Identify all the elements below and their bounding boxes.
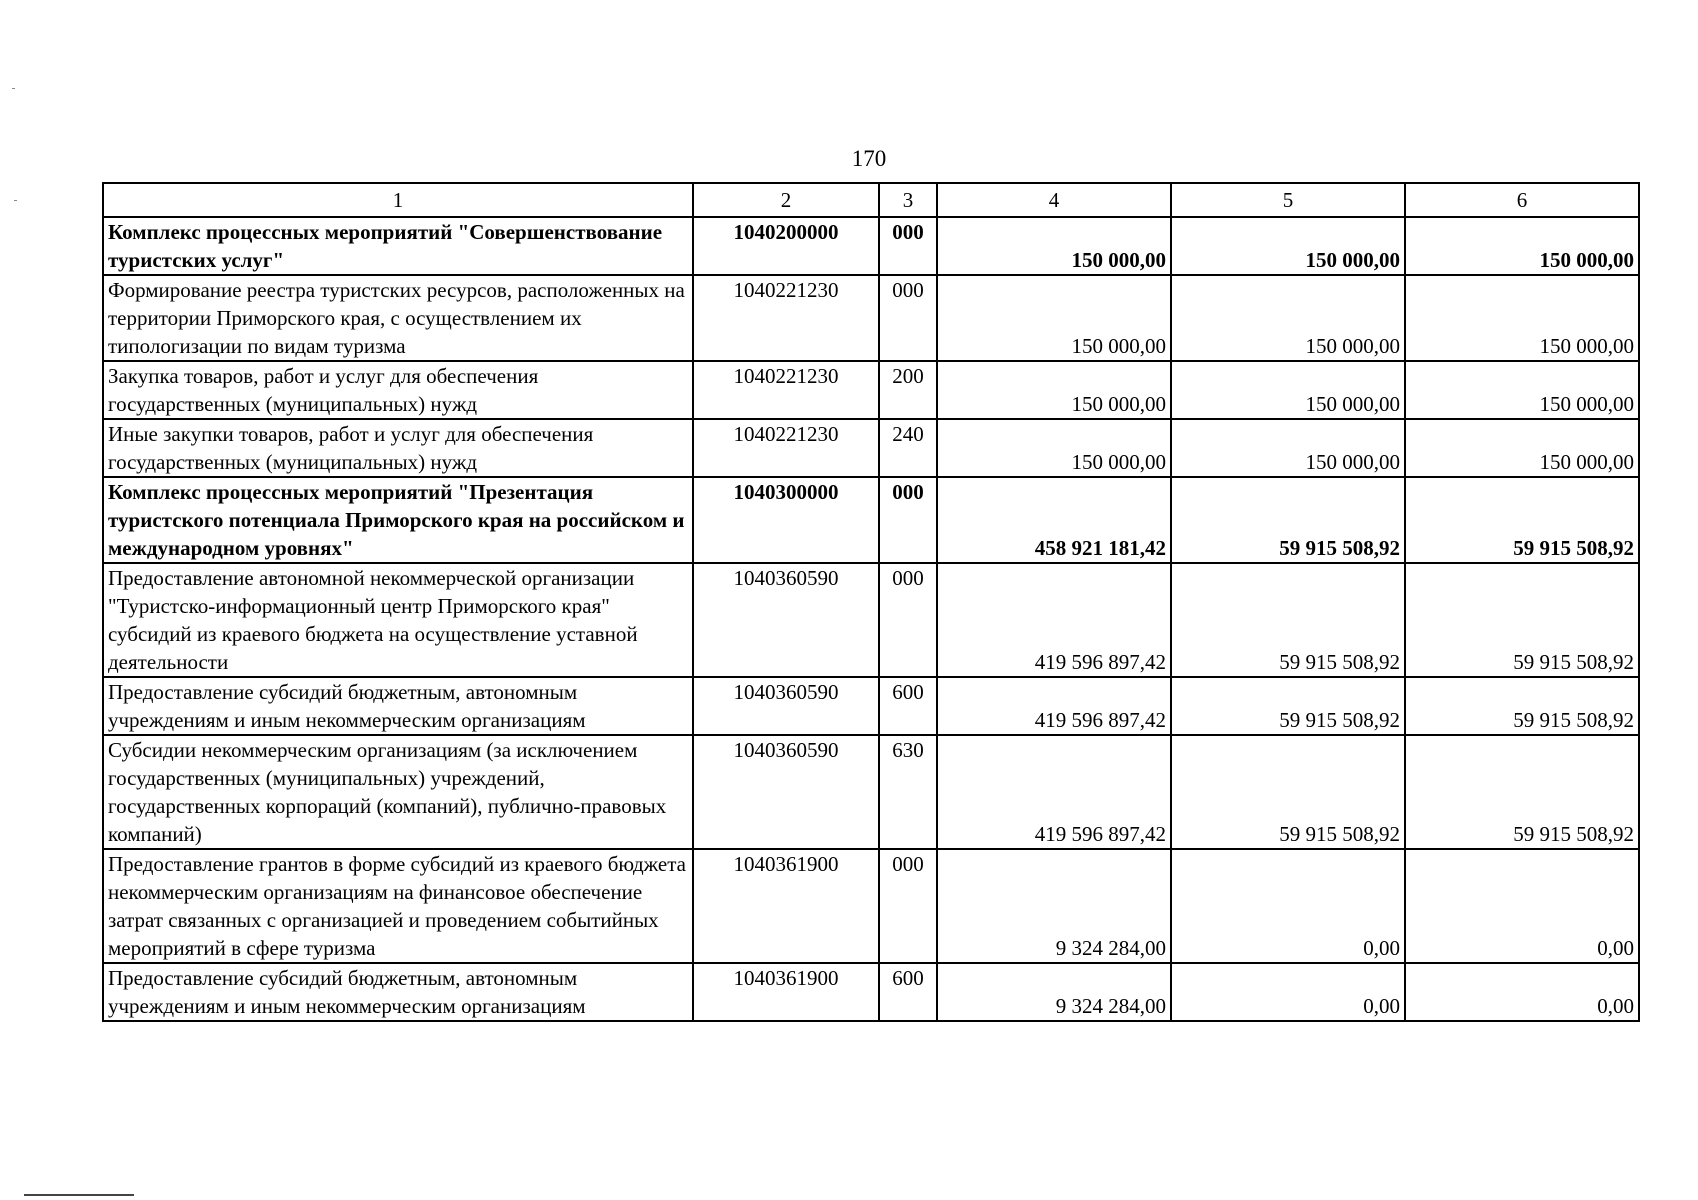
amount-col-4: 150 000,00: [937, 361, 1171, 419]
table-row: [103, 735, 1639, 849]
target-article-code: 1040360590: [693, 677, 879, 735]
amount-col-6: 150 000,00: [1405, 361, 1639, 419]
table-row: [103, 419, 1639, 477]
amount-col-6: 0,00: [1405, 963, 1639, 1021]
target-article-code: 1040360590: [693, 563, 879, 677]
footnote-rule: [24, 1194, 134, 1196]
column-header-6: 6: [1405, 183, 1639, 217]
expense-type-code: 000: [879, 275, 937, 361]
amount-col-4: 9 324 284,00: [937, 963, 1171, 1021]
amount-col-5: 59 915 508,92: [1171, 677, 1405, 735]
expense-type-code: 000: [879, 563, 937, 677]
amount-col-4: 150 000,00: [937, 419, 1171, 477]
column-header-5: 5: [1171, 183, 1405, 217]
row-description: Субсидии некоммерческим организациям (за исключением государственных (муниципальных) учреждений, государственных корпораций (компаний), публично-правовых компаний): [103, 735, 693, 849]
target-article-code: 1040360590: [693, 735, 879, 849]
amount-col-4: 419 596 897,42: [937, 677, 1171, 735]
amount-col-5: 150 000,00: [1171, 419, 1405, 477]
amount-col-5: 59 915 508,92: [1171, 735, 1405, 849]
expense-type-code: 600: [879, 677, 937, 735]
amount-col-4: 419 596 897,42: [937, 563, 1171, 677]
row-description: Закупка товаров, работ и услуг для обеспечения государственных (муниципальных) нужд: [103, 361, 693, 419]
amount-col-5: 0,00: [1171, 963, 1405, 1021]
row-description: Предоставление субсидий бюджетным, автономным учреждениям и иным некоммерческим организациям: [103, 677, 693, 735]
table-row: [103, 217, 1639, 275]
target-article-code: 1040221230: [693, 361, 879, 419]
amount-col-6: 59 915 508,92: [1405, 677, 1639, 735]
row-description: Предоставление субсидий бюджетным, автономным учреждениям и иным некоммерческим организациям: [103, 963, 693, 1021]
target-article-code: 1040300000: [693, 477, 879, 563]
row-description: Комплекс процессных мероприятий "Совершенствование туристских услуг": [103, 217, 693, 275]
amount-col-6: 150 000,00: [1405, 217, 1639, 275]
scan-speck: [12, 88, 15, 89]
amount-col-5: 150 000,00: [1171, 217, 1405, 275]
amount-col-6: 0,00: [1405, 849, 1639, 963]
row-description: Комплекс процессных мероприятий "Презентация туристского потенциала Приморского края на российском и международном уровнях": [103, 477, 693, 563]
table-row: [103, 477, 1639, 563]
amount-col-4: 458 921 181,42: [937, 477, 1171, 563]
target-article-code: 1040361900: [693, 963, 879, 1021]
table-header-row: [103, 183, 1639, 217]
amount-col-6: 150 000,00: [1405, 419, 1639, 477]
target-article-code: 1040221230: [693, 275, 879, 361]
row-description: Формирование реестра туристских ресурсов, расположенных на территории Приморского края, с осуществлением их типологизации по видам туризма: [103, 275, 693, 361]
amount-col-6: 59 915 508,92: [1405, 563, 1639, 677]
target-article-code: 1040361900: [693, 849, 879, 963]
column-header-2: 2: [693, 183, 879, 217]
amount-col-6: 59 915 508,92: [1405, 477, 1639, 563]
amount-col-5: 0,00: [1171, 849, 1405, 963]
amount-col-4: 9 324 284,00: [937, 849, 1171, 963]
amount-col-4: 150 000,00: [937, 275, 1171, 361]
expense-type-code: 240: [879, 419, 937, 477]
target-article-code: 1040221230: [693, 419, 879, 477]
amount-col-4: 419 596 897,42: [937, 735, 1171, 849]
row-description: Предоставление автономной некоммерческой организации "Туристско-информационный центр Приморского края" субсидий из краевого бюджета на осуществление уставной деятельности: [103, 563, 693, 677]
table-row: [103, 963, 1639, 1021]
budget-table: [102, 182, 1640, 1022]
table-row: [103, 563, 1639, 677]
expense-type-code: 200: [879, 361, 937, 419]
table-row: [103, 677, 1639, 735]
amount-col-6: 59 915 508,92: [1405, 735, 1639, 849]
expense-type-code: 000: [879, 217, 937, 275]
expense-type-code: 630: [879, 735, 937, 849]
expense-type-code: 000: [879, 477, 937, 563]
amount-col-4: 150 000,00: [937, 217, 1171, 275]
column-header-3: 3: [879, 183, 937, 217]
amount-col-6: 150 000,00: [1405, 275, 1639, 361]
expense-type-code: 000: [879, 849, 937, 963]
column-header-1: 1: [103, 183, 693, 217]
target-article-code: 1040200000: [693, 217, 879, 275]
amount-col-5: 150 000,00: [1171, 275, 1405, 361]
amount-col-5: 59 915 508,92: [1171, 563, 1405, 677]
column-header-4: 4: [937, 183, 1171, 217]
table-row: [103, 849, 1639, 963]
row-description: Иные закупки товаров, работ и услуг для обеспечения государственных (муниципальных) нужд: [103, 419, 693, 477]
row-description: Предоставление грантов в форме субсидий из краевого бюджета некоммерческим организациям на финансовое обеспечение затрат связанных с организацией и проведением событийных мероприятий в сфере туризма: [103, 849, 693, 963]
expense-type-code: 600: [879, 963, 937, 1021]
scan-speck: [14, 200, 17, 201]
table-row: [103, 275, 1639, 361]
page-number: 170: [851, 146, 887, 171]
table-body: [103, 217, 1639, 1021]
table-row: [103, 361, 1639, 419]
amount-col-5: 150 000,00: [1171, 361, 1405, 419]
amount-col-5: 59 915 508,92: [1171, 477, 1405, 563]
